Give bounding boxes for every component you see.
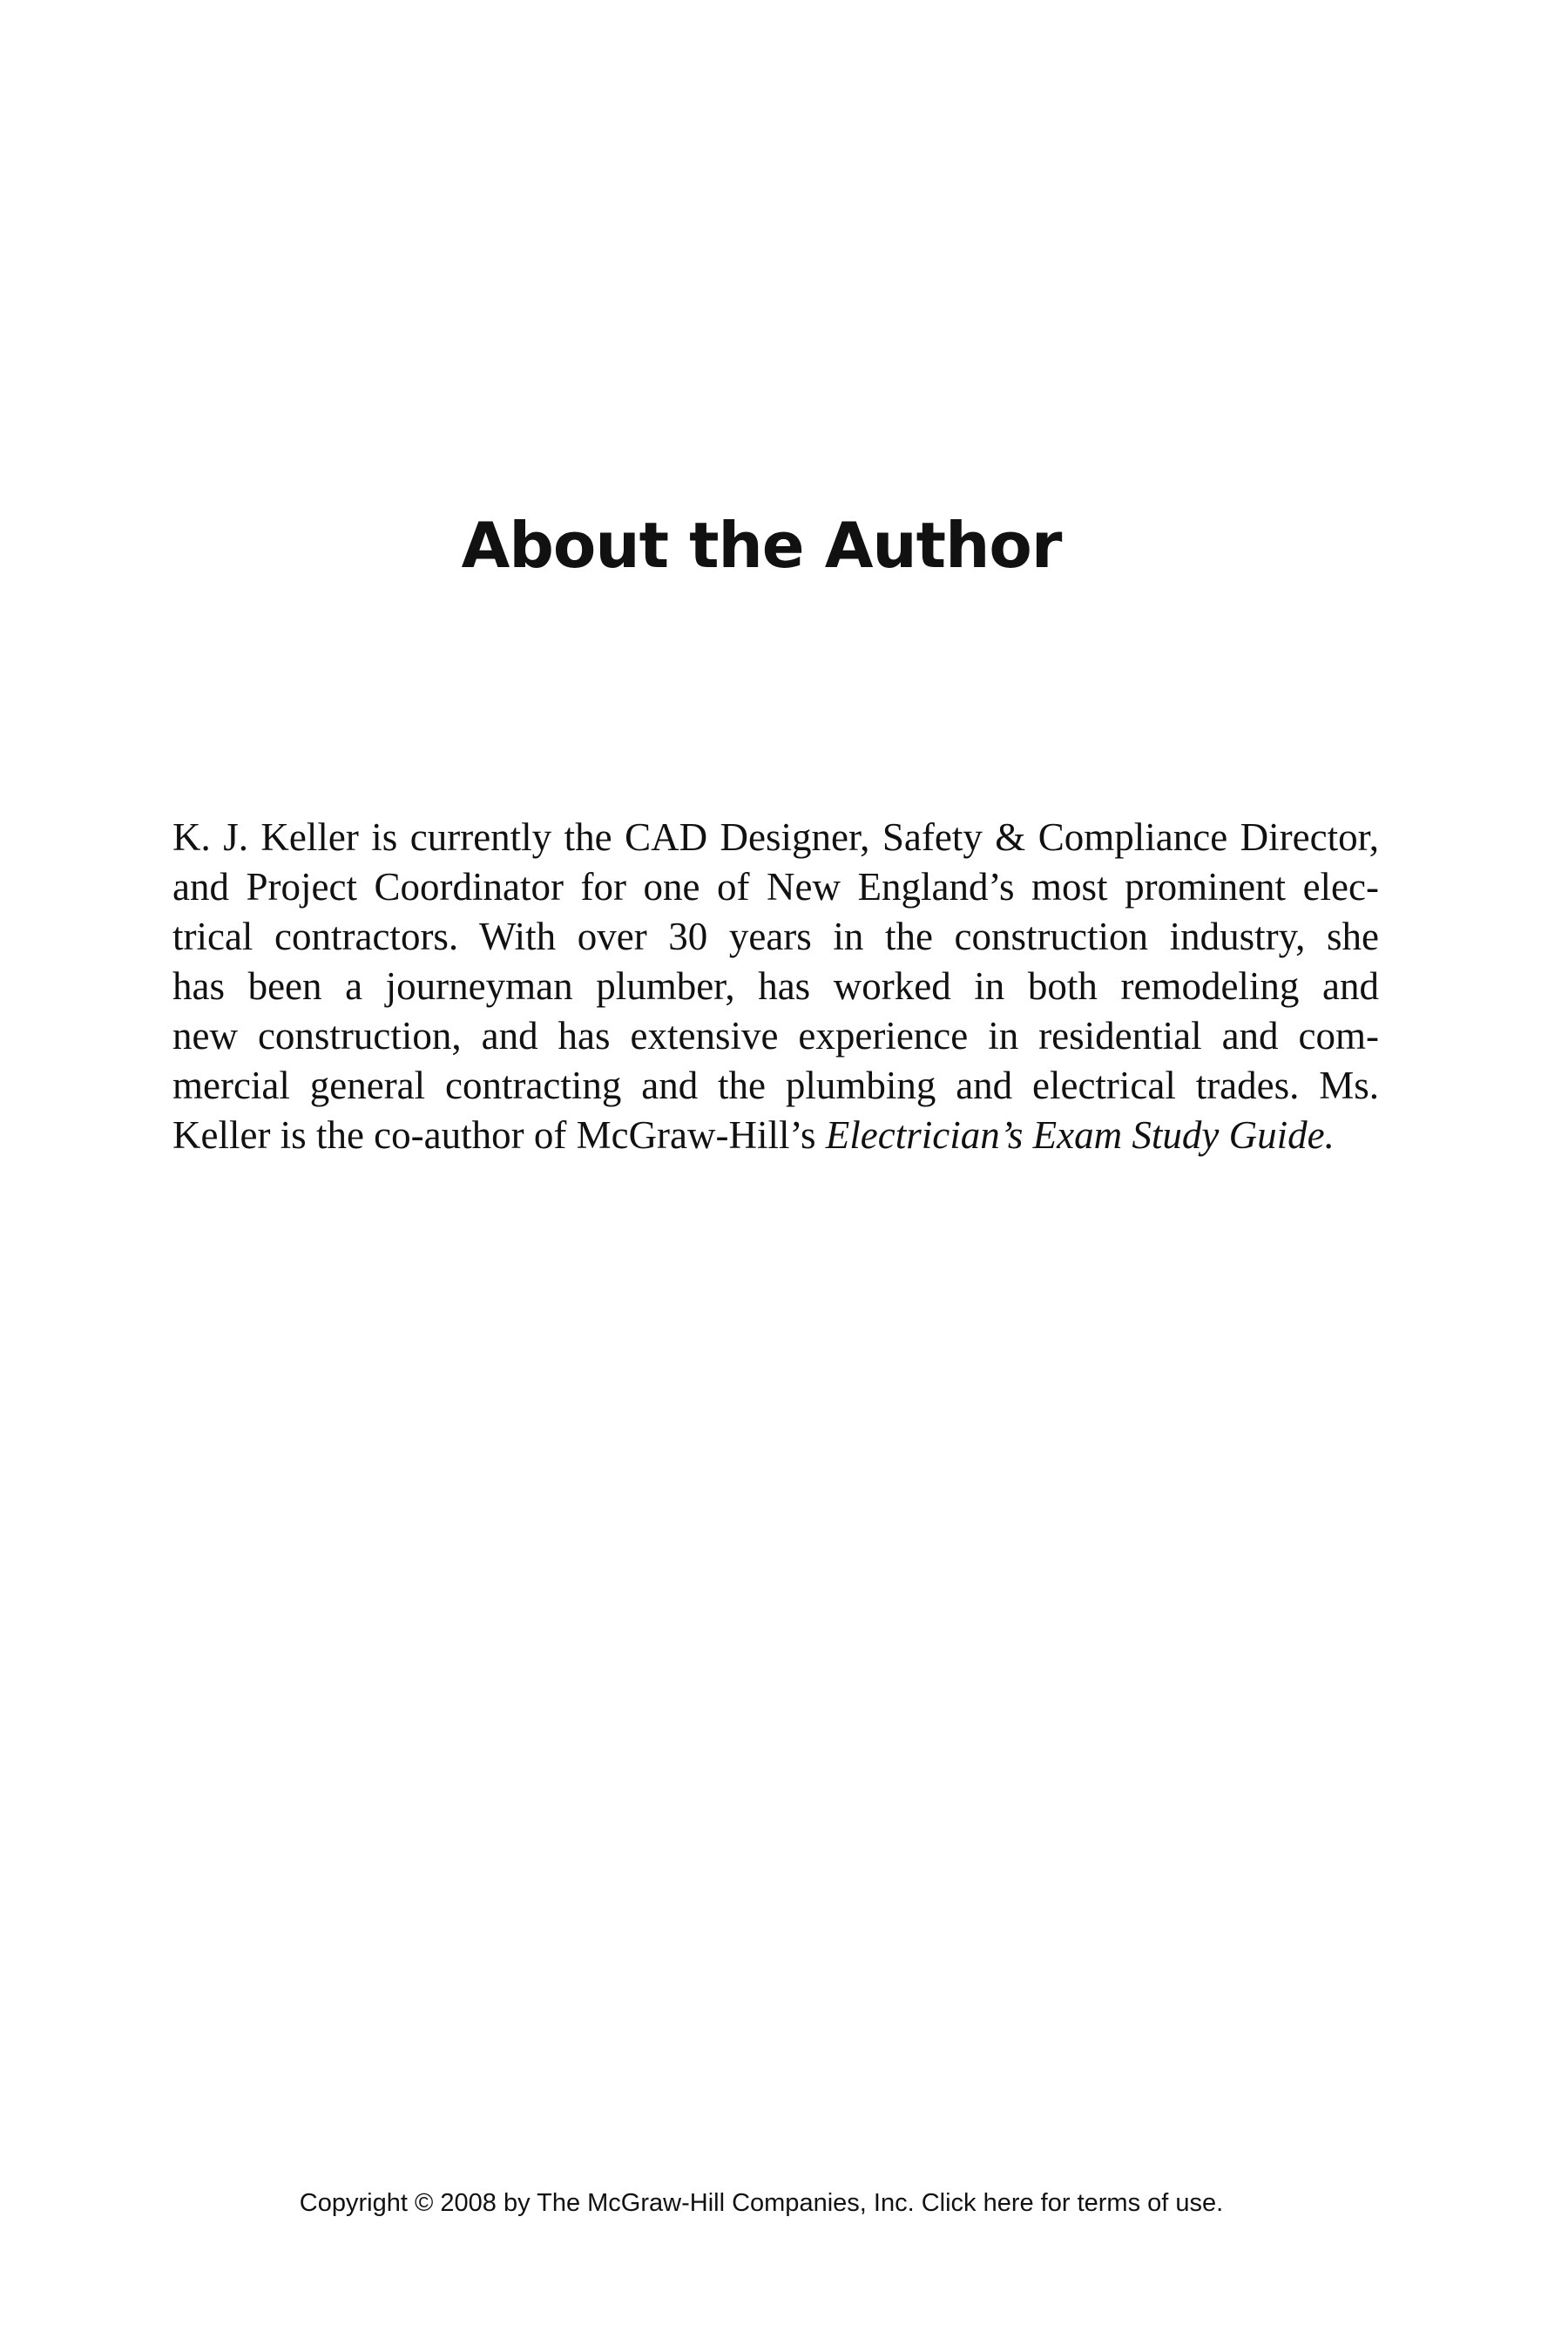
- bio-line: trical contractors. With over 30 years in the construction industry, she: [172, 915, 1379, 958]
- bio-line: has been a journeyman plumber, has worked in both remodeling and: [172, 964, 1379, 1008]
- author-bio: [172, 813, 1379, 1160]
- bio-line: mercial general contracting and the plumbing and electrical trades. Ms.: [172, 1064, 1379, 1107]
- copyright-text: Copyright © 2008 by The McGraw-Hill Companies, Inc.: [299, 2189, 922, 2217]
- terms-of-use-link[interactable]: Click here for terms of use.: [921, 2189, 1224, 2217]
- bio-last-line: [172, 1111, 1379, 1160]
- bio-line: and Project Coordinator for one of New England’s most prominent elec-: [172, 865, 1379, 909]
- bio-last-line-text: Keller is the co-author of McGraw-Hill’s: [172, 1113, 826, 1157]
- copyright-notice: [0, 2191, 1523, 2216]
- bio-line: new construction, and has extensive experience in residential and com-: [172, 1014, 1379, 1058]
- bio-line: K. J. Keller is currently the CAD Designer, Safety & Compliance Director,: [172, 815, 1379, 859]
- page-title: About the Author: [461, 509, 1062, 582]
- book-title: Electrician’s Exam Study Guide.: [825, 1113, 1335, 1157]
